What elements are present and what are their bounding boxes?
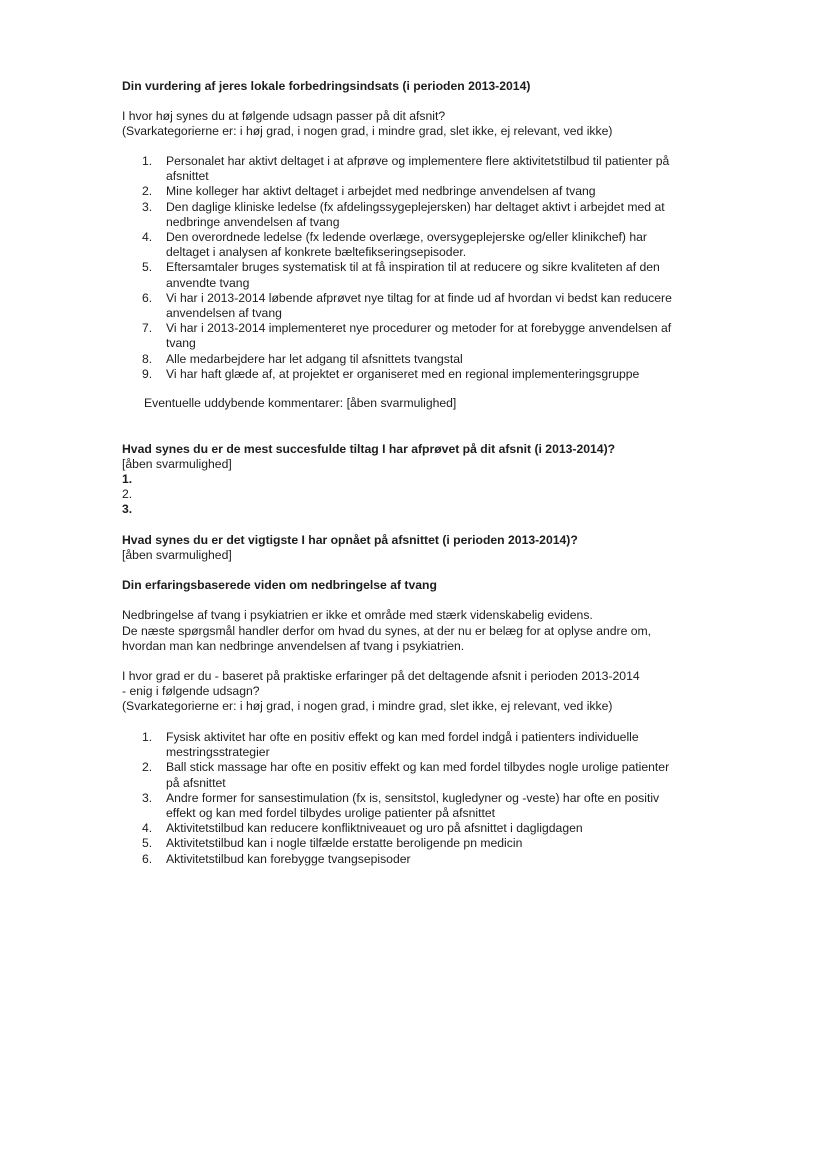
intro-line-1: Nedbringelse af tvang i psykiatrien er ikke et område med stærk videnskabelig evidens. (122, 608, 593, 622)
list-item (122, 852, 682, 867)
list-item-number: 1. (142, 730, 153, 744)
answer-categories: (Svarkategorierne er: i høj grad, i nogen grad, i mindre grad, slet ikke, ej relevant, ved ikke) (122, 124, 613, 138)
list-item-text: Vi har i 2013-2014 implementeret nye procedurer og metoder for at forebygge anvendelsen af tvang (166, 321, 672, 351)
list-item-text: Mine kolleger har aktivt deltaget i arbejdet med nedbringe anvendelsen af tvang (166, 184, 596, 199)
open-answer-label: [åben svarmulighed] (122, 457, 232, 471)
list-item-number: 6. (142, 851, 153, 866)
list-item (122, 821, 682, 836)
list-item-text: Eftersamtaler bruges systematisk til at få inspiration til at reducere og sikre kvaliteten af den anvendte tvang (166, 260, 660, 290)
section-title-successful-measures: Hvad synes du er de mest succesfulde tiltag I har afprøvet på dit afsnit (i 2013-2014)? (122, 442, 616, 456)
open-answer-label: [åben svarmulighed] (122, 548, 232, 562)
list-item (122, 200, 682, 230)
list-item (122, 154, 682, 184)
list-item-text: Personalet har aktivt deltaget i at afprøve og implementere flere aktivitetstilbud til patienter på afsnittet (166, 154, 670, 184)
list-item-number: 5. (142, 836, 153, 851)
list-item-number: 4. (142, 230, 153, 245)
list-item-text: Fysisk aktivitet har ofte en positiv effekt og kan med fordel indgå i patienters individuelle mestringsstrategier (166, 730, 639, 760)
answer-line-1: 1. (122, 472, 133, 486)
list-item-text: Vi har haft glæde af, at projektet er organiseret med en regional implementeringsgruppe (166, 366, 640, 381)
intro-line-2: De næste spørgsmål handler derfor om hvad du synes, at der nu er belæg for at oplyse andre om, hvordan man kan nedbringe anvendelsen af tvang i psykiatrien. (122, 624, 652, 654)
list-item (122, 367, 682, 382)
question-line-1: I hvor grad er du - baseret på praktiske erfaringer på det deltagende afsnit i perioden 2013-2014 (122, 669, 640, 683)
question-line-2: - enig i følgende udsagn? (122, 684, 260, 698)
list-item (122, 836, 682, 851)
list-item (122, 352, 682, 367)
answer-line-2: 2. (122, 487, 133, 501)
list-item-number: 5. (142, 260, 153, 275)
list-item-number: 3. (142, 199, 153, 214)
list-item-text: Aktivitetstilbud kan i nogle tilfælde erstatte beroligende pn medicin (166, 836, 523, 851)
section-title-experience: Din erfaringsbaserede viden om nedbringelse af tvang (122, 578, 437, 592)
list-item (122, 260, 682, 290)
list-item-text: Aktivitetstilbud kan reducere konfliktniveauet og uro på afsnittet i dagligdagen (166, 821, 583, 836)
list-item-text: Den overordnede ledelse (fx ledende overlæge, oversygeplejerske og/eller klinikchef) har deltaget i analysen af konkrete bæltefikseringsepisoder. (166, 230, 647, 260)
list-item-number: 3. (142, 790, 153, 805)
list-item-text: Aktivitetstilbud kan forebygge tvangsepisoder (166, 851, 411, 866)
list-item (122, 230, 682, 260)
list-item-number: 7. (142, 321, 153, 336)
list-item (122, 321, 682, 351)
list-item-number: 4. (142, 821, 153, 836)
question-text: I hvor høj synes du at følgende udsagn passer på dit afsnit? (122, 109, 446, 123)
list-item-number: 2. (142, 760, 153, 775)
list-item (122, 791, 682, 821)
comment-prompt: Eventuelle uddybende kommentarer: [åben svarmulighed] (144, 396, 457, 410)
list-item-text: Den daglige kliniske ledelse (fx afdelingssygeplejersken) har deltaget aktivt i arbejdet med at nedbringe anvendelsen af tvang (166, 199, 665, 229)
list-item-text: Andre former for sansestimulation (fx is, sensitstol, kugledyner og -veste) har ofte en positiv effekt og kan med fordel tilbydes urolige patienter på afsnittet (166, 790, 660, 821)
statement-list-2 (122, 730, 682, 867)
list-item-text: Vi har i 2013-2014 løbende afprøvet nye tiltag for at finde ud af hvordan vi bedst kan reducere anvendelsen af tvang (166, 290, 672, 321)
section-title-local-effort: Din vurdering af jeres lokale forbedringsindsats (i perioden 2013-2014) (122, 79, 531, 93)
list-item (122, 291, 682, 321)
list-item-number: 9. (142, 366, 153, 381)
section-title-achievements: Hvad synes du er det vigtigste I har opnået på afsnittet (i perioden 2013-2014)? (122, 533, 578, 547)
list-item-number: 2. (142, 184, 153, 199)
answer-categories: (Svarkategorierne er: i høj grad, i nogen grad, i mindre grad, slet ikke, ej relevant, ved ikke) (122, 699, 613, 713)
list-item-number: 1. (142, 154, 153, 168)
list-item-number: 6. (142, 290, 153, 305)
list-item (122, 760, 682, 790)
list-item-text: Ball stick massage har ofte en positiv effekt og kan med fordel tilbydes nogle urolige patienter på afsnittet (166, 760, 670, 790)
statement-list-1 (122, 154, 682, 382)
list-item-number: 8. (142, 351, 153, 366)
list-item (122, 184, 682, 199)
answer-line-3: 3. (122, 502, 133, 516)
list-item (122, 730, 682, 760)
list-item-text: Alle medarbejdere har let adgang til afsnittets tvangstal (166, 351, 463, 366)
